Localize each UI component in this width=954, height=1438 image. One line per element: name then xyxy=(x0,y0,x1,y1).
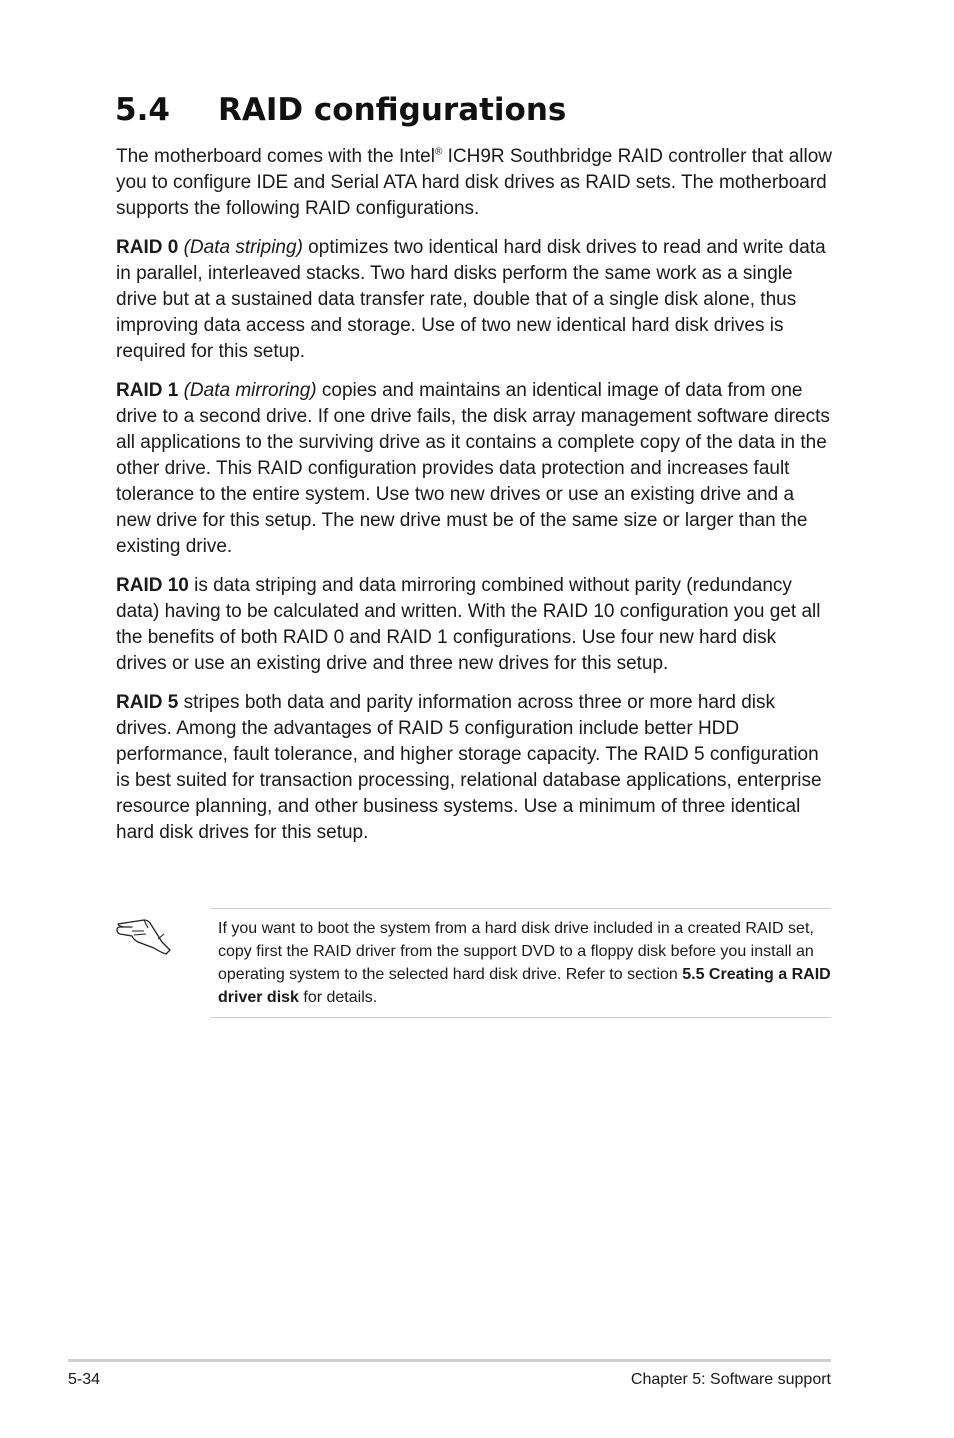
note-text-end: for details. xyxy=(298,989,378,1006)
raid10-paragraph xyxy=(116,573,832,677)
section-number: 5.4 xyxy=(115,92,170,128)
page-number: 5-34 xyxy=(68,1371,101,1388)
note-box xyxy=(210,908,831,1018)
raid0-subtitle: (Data striping) xyxy=(183,237,303,258)
raid0-paragraph xyxy=(116,235,832,365)
section-title: RAID configurations xyxy=(218,92,567,128)
raid1-paragraph xyxy=(116,378,832,560)
raid5-label: RAID 5 xyxy=(116,692,179,713)
note-section-reference: 5.5 Creating a RAID driver disk xyxy=(218,966,831,1006)
section-heading xyxy=(115,88,566,132)
raid0-label: RAID 0 xyxy=(116,237,179,258)
raid1-label: RAID 1 xyxy=(116,380,179,401)
intro-text-end: ICH9R Southbridge RAID controller that allow you to configure IDE and Serial ATA hard disk drives as RAID sets. The motherboard supports the following RAID configurations. xyxy=(116,146,832,219)
chapter-title: Chapter 5: Software support xyxy=(630,1371,831,1388)
raid5-paragraph xyxy=(116,690,832,846)
hand-pointer-icon xyxy=(114,912,174,958)
body-content xyxy=(116,144,832,859)
raid10-text: is data striping and data mirroring combined without parity (redundancy data) having to be calculated and written. With the RAID 10 configuration you get all the benefits of both RAID 0 and RAID 1 configurations. Use four new hard disk drives or use an existing drive and three new drives for this setup. xyxy=(116,575,821,674)
raid1-text: copies and maintains an identical image of data from one drive to a second drive. If one drive fails, the disk array management software directs all applications to the surviving drive as it contains a complete copy of the data in the other drive. This RAID configuration provides data protection and increases fault tolerance to the entire system. Use two new drives or use an existing drive and a new drive for this setup. The new drive must be of the same size or larger than the existing drive. xyxy=(116,380,830,557)
note-text xyxy=(210,909,831,1009)
note-text-start: If you want to boot the system from a hard disk drive included in a created RAID set, copy first the RAID driver from the support DVD to a floppy disk before you install an operating system to the selected hard disk drive. Refer to section xyxy=(218,920,814,983)
raid10-label: RAID 10 xyxy=(116,575,189,596)
registered-mark: ® xyxy=(434,146,443,158)
raid5-text: stripes both data and parity information across three or more hard disk drives. Among the advantages of RAID 5 configuration include better HDD performance, fault tolerance, and higher storage capacity. The RAID 5 configuration is best suited for transaction processing, relational database applications, enterprise resource planning, and other business systems. Use a minimum of three identical hard disk drives for this setup. xyxy=(116,692,822,843)
footer-divider xyxy=(68,1359,831,1362)
raid1-subtitle: (Data mirroring) xyxy=(183,380,317,401)
intro-text-start: The motherboard comes with the Intel xyxy=(116,146,435,167)
raid0-text: optimizes two identical hard disk drives to read and write data in parallel, interleaved stacks. Two hard disks perform the same work as a single drive but at a sustained data transfer rate, double that of a single disk alone, thus improving data access and storage. Use of two new identical hard disk drives is required for this setup. xyxy=(116,237,826,362)
intro-paragraph xyxy=(116,144,832,222)
